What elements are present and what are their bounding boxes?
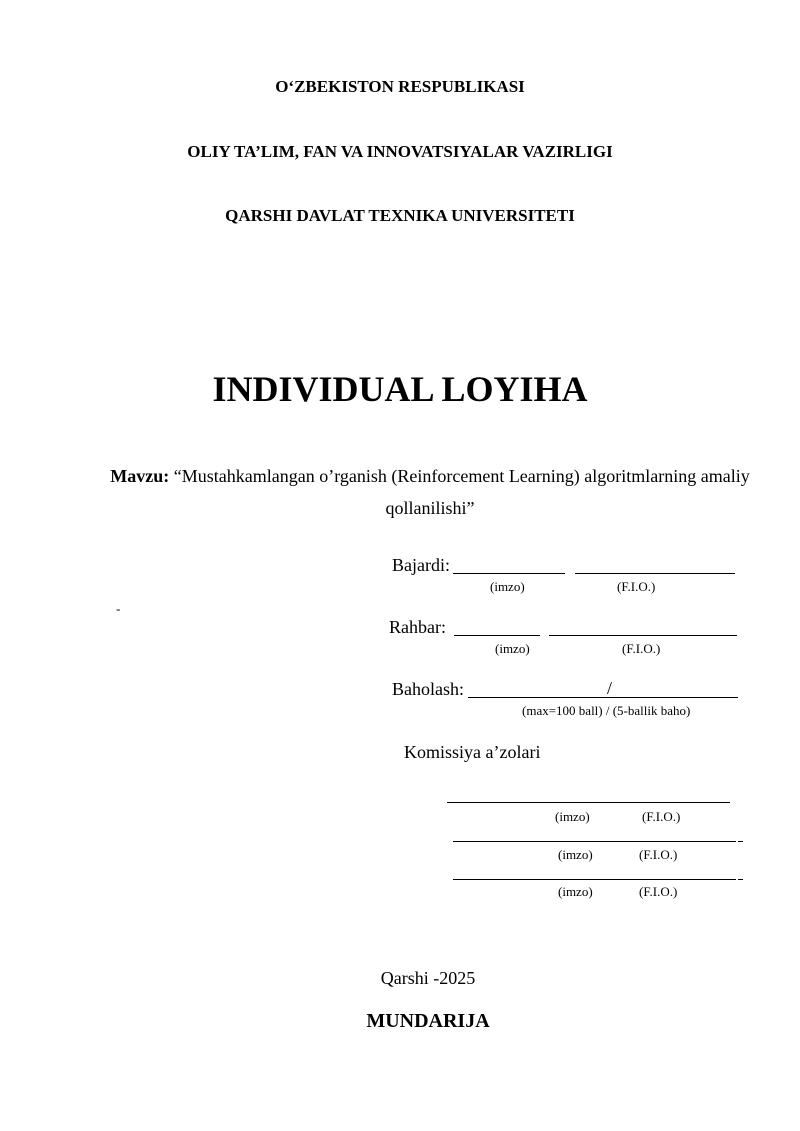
topic-text: “Mustahkamlangan o’rganish (Reinforcement Learning) algoritmlarning amaliy qollanilishi” bbox=[173, 466, 750, 518]
rahbar-fio-caption: (F.I.O.) bbox=[622, 641, 661, 656]
bajardi-fio-caption: (F.I.O.) bbox=[617, 579, 656, 594]
commission-member-3-imzo: (imzo) bbox=[558, 884, 593, 899]
commission-member-2-imzo: (imzo) bbox=[558, 847, 593, 862]
topic-block bbox=[110, 460, 750, 524]
ministry-name-line: OLIY TA’LIM, FAN VA INNOVATSIYALAR VAZIRLIGI bbox=[187, 142, 613, 161]
rahbar-name-line bbox=[549, 635, 737, 636]
university-name-line: QARSHI DAVLAT TEXNIKA UNIVERSITETI bbox=[225, 206, 575, 225]
baholash-score-line bbox=[468, 697, 738, 698]
commission-member-3-fio: (F.I.O.) bbox=[639, 884, 678, 899]
commission-member-1-line bbox=[447, 802, 730, 803]
commission-member-3-line-tick bbox=[738, 879, 743, 880]
next-section-heading: MUNDARIJA bbox=[366, 1010, 490, 1032]
bajardi-imzo-caption: (imzo) bbox=[490, 579, 525, 594]
commission-member-2-fio: (F.I.O.) bbox=[639, 847, 678, 862]
document-title: INDIVIDUAL LOYIHA bbox=[212, 369, 588, 409]
bajardi-label: Bajardi: bbox=[392, 555, 450, 575]
place-year: Qarshi -2025 bbox=[380, 968, 476, 988]
stray-dash: - bbox=[116, 601, 121, 616]
bajardi-name-line bbox=[575, 573, 735, 574]
rahbar-signature-line bbox=[454, 635, 540, 636]
rahbar-imzo-caption: (imzo) bbox=[495, 641, 530, 656]
ministry-country-line: O‘ZBEKISTON RESPUBLIKASI bbox=[275, 77, 525, 96]
baholash-slash: / bbox=[607, 678, 613, 698]
rahbar-label: Rahbar: bbox=[389, 617, 446, 637]
baholash-label: Baholash: bbox=[392, 679, 464, 699]
commission-member-1-imzo: (imzo) bbox=[555, 809, 590, 824]
commission-member-2-line bbox=[453, 841, 736, 842]
commission-member-2-line-tick bbox=[738, 841, 743, 842]
commission-member-1-fio: (F.I.O.) bbox=[642, 809, 681, 824]
commission-label: Komissiya a’zolari bbox=[404, 742, 541, 762]
baholash-caption: (max=100 ball) / (5-ballik baho) bbox=[522, 703, 691, 718]
bajardi-signature-line bbox=[453, 573, 565, 574]
topic-label: Mavzu: bbox=[110, 466, 170, 486]
commission-member-3-line bbox=[453, 879, 736, 880]
